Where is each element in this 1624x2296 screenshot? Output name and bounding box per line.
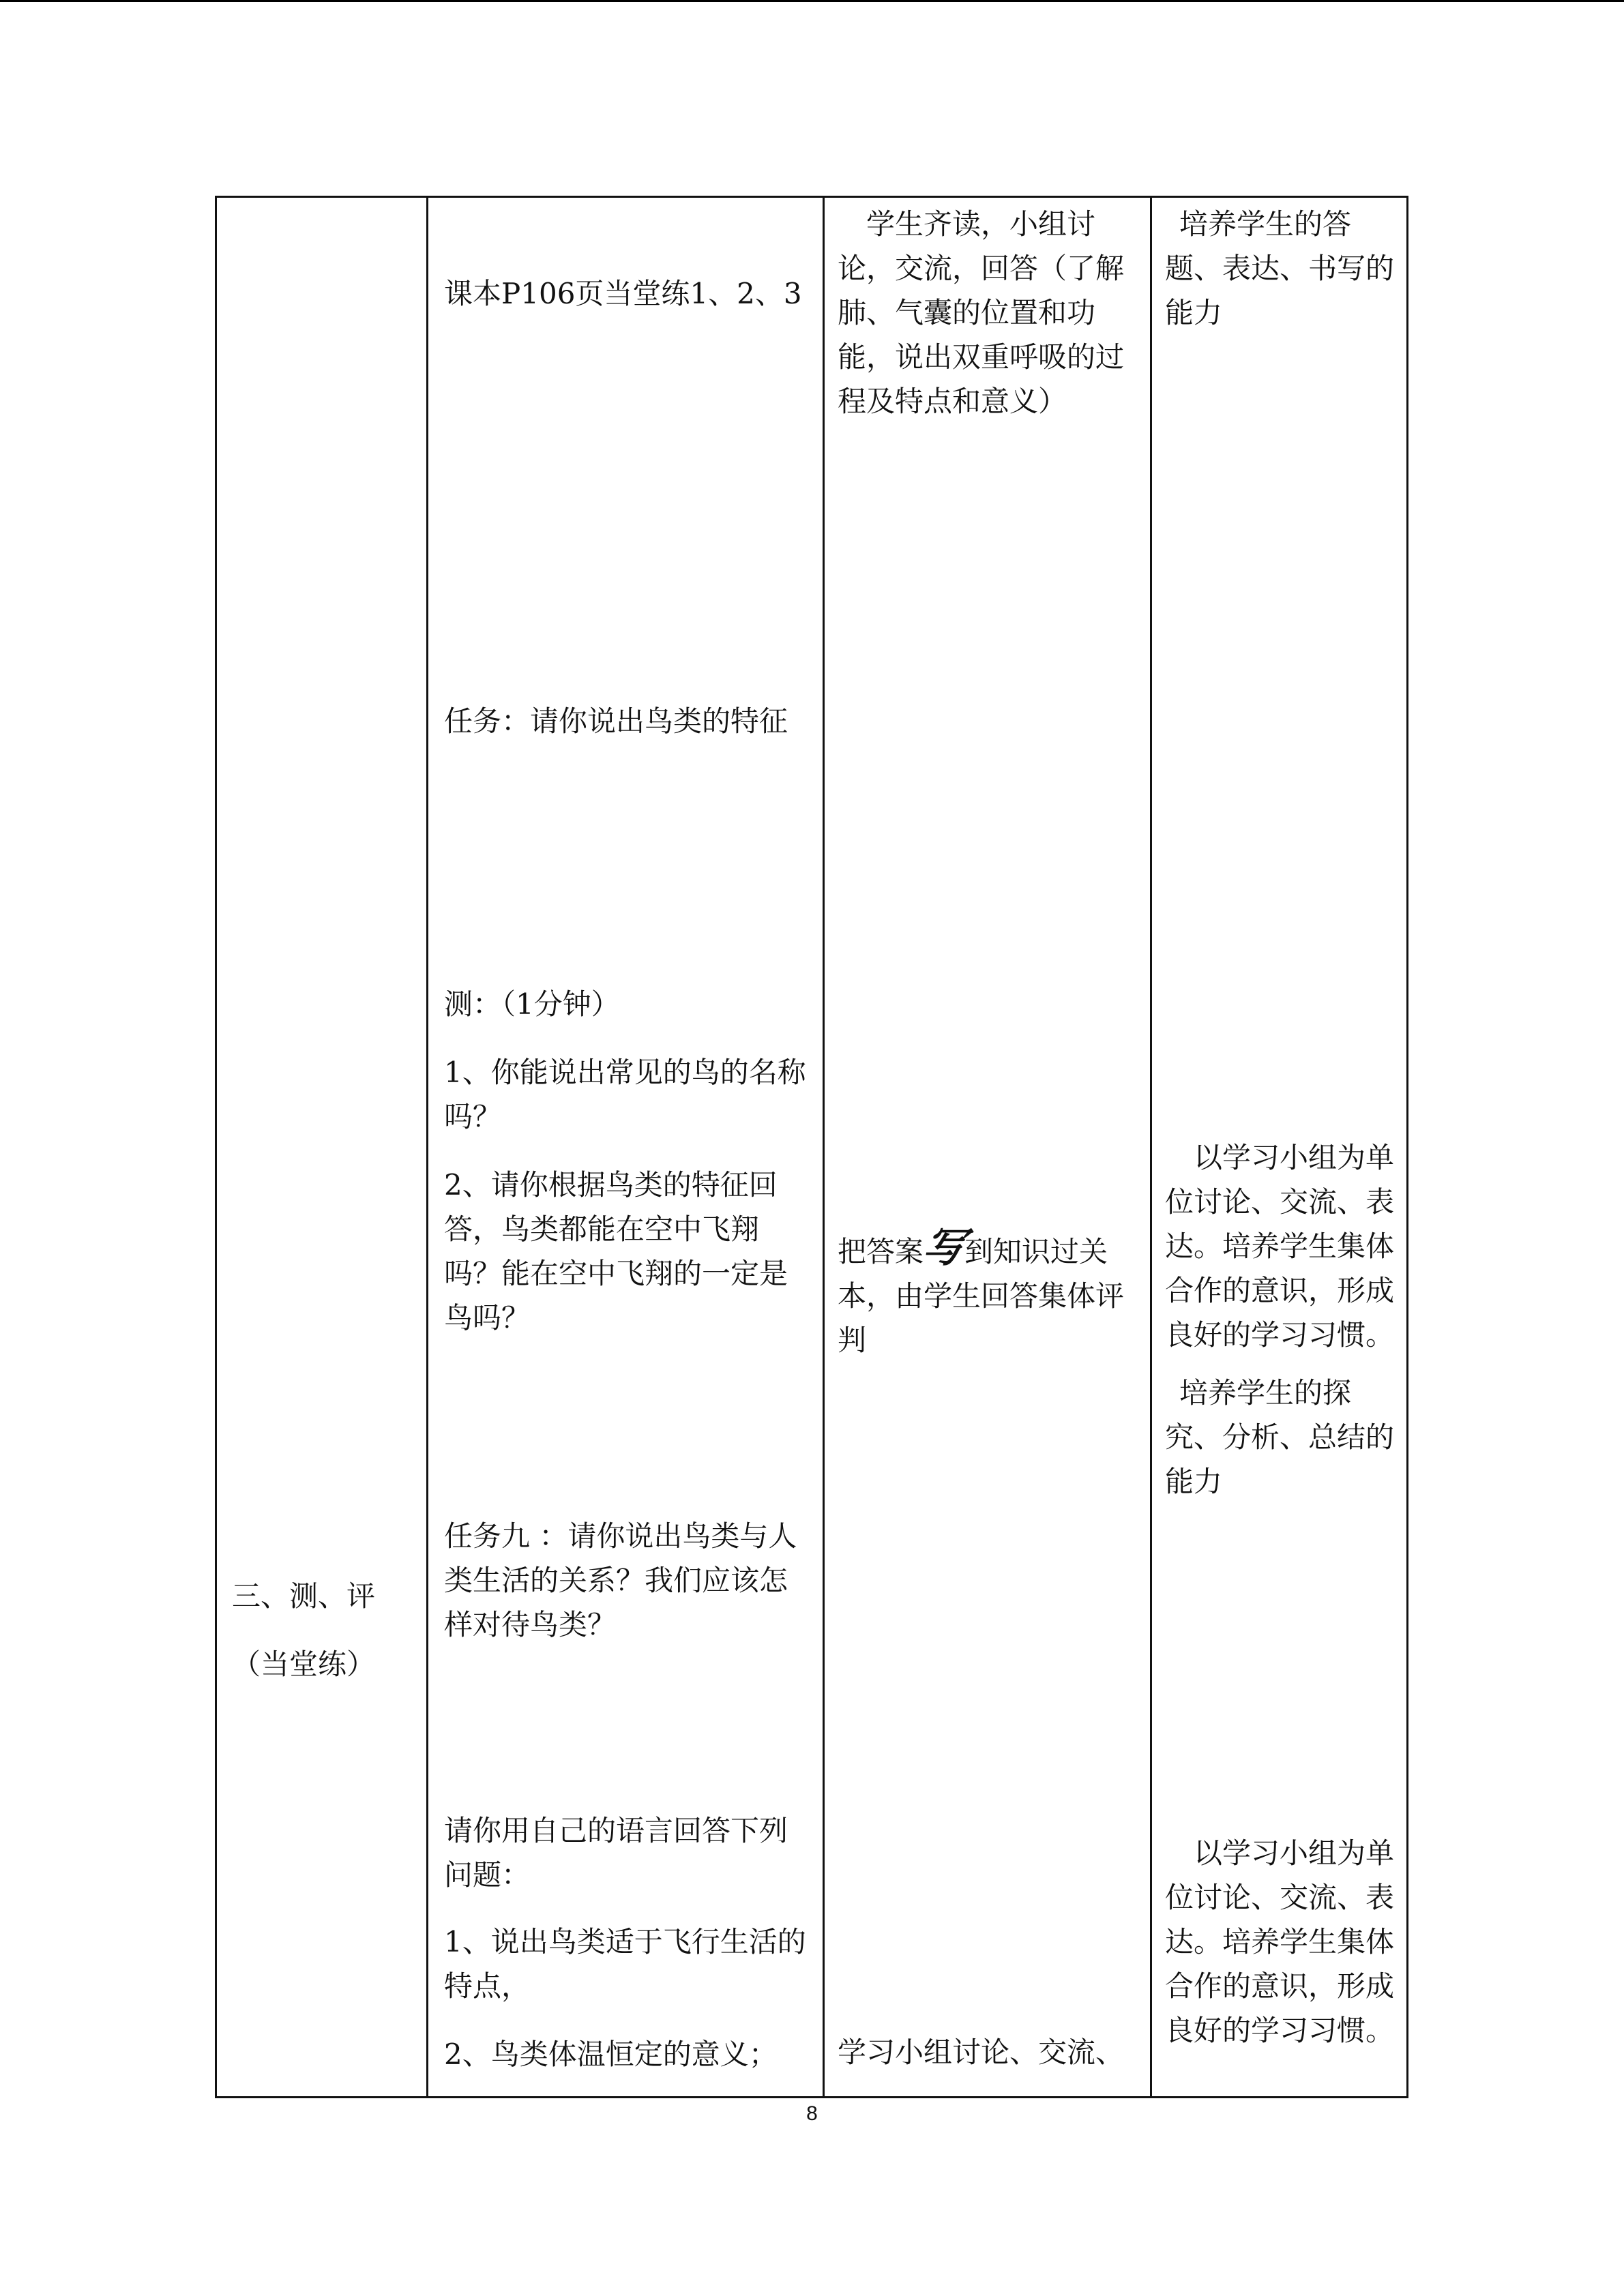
handwritten-character: 写 bbox=[919, 1224, 969, 1272]
answer-question-2: 2、鸟类体温恒定的意义； bbox=[444, 2038, 778, 2071]
lesson-plan-table bbox=[215, 196, 1408, 2098]
task-nine-text: 任务九 ：请你说出鸟类与人类生活的关系？我们应该怎样对待鸟类？ bbox=[444, 1519, 797, 1641]
answer-question-1: 1、说出鸟类适于飞行生活的特点， bbox=[444, 1925, 806, 2003]
intent-group-cooperation-1: 以学习小组为单位讨论、交流、表达。培养学生集体合作的意识，形成良好的学习习惯。 bbox=[1165, 1141, 1395, 1352]
intent-inquiry-skills: 培养学生的探究、分析、总结的能力 bbox=[1165, 1376, 1395, 1498]
quiz-question-1: 1、你能说出常见的鸟的名称吗？ bbox=[444, 1056, 806, 1133]
student-activity-answer-book bbox=[838, 1224, 1145, 1362]
task-bird-features: 任务：请你说出鸟类的特征 bbox=[444, 704, 788, 738]
answer-text-end: 到知识过关本，由学生回答集体评判 bbox=[838, 1235, 1125, 1357]
section-title: 三、测、评 bbox=[232, 1579, 376, 1613]
intent-group-cooperation-2: 以学习小组为单位讨论、交流、表达。培养学生集体合作的意识，形成良好的学习习惯。 bbox=[1165, 1836, 1395, 2047]
answer-prompt: 请你用自己的语言回答下列问题： bbox=[444, 1814, 788, 1892]
textbook-exercise-text: 课本P106页当堂练1、2、3 bbox=[444, 277, 802, 310]
page-number: 8 bbox=[806, 2102, 818, 2125]
student-activity-discussion: 学习小组讨论、交流、 bbox=[838, 2036, 1125, 2069]
column-divider-3 bbox=[1150, 198, 1152, 2096]
intent-answering-skills: 培养学生的答题、表达、书写的能力 bbox=[1165, 207, 1395, 329]
answer-text-start: 把答案 bbox=[838, 1235, 924, 1268]
quiz-question-2: 2、请你根据鸟类的特征回答，鸟类都能在空中飞翔吗？能在空中飞翔的一定是鸟吗？ bbox=[444, 1168, 788, 1335]
column-divider-1 bbox=[426, 198, 428, 2096]
column-divider-2 bbox=[823, 198, 825, 2096]
page-top-rule bbox=[0, 0, 1624, 2]
quiz-heading: 测：（1分钟） bbox=[444, 987, 620, 1021]
section-subtitle: （当堂练） bbox=[232, 1648, 376, 1681]
student-activity-reading: 学生齐读，小组讨论，交流，回答（了解肺、气囊的位置和功能，说出双重呼吸的过程及特点和意义） bbox=[838, 207, 1125, 418]
